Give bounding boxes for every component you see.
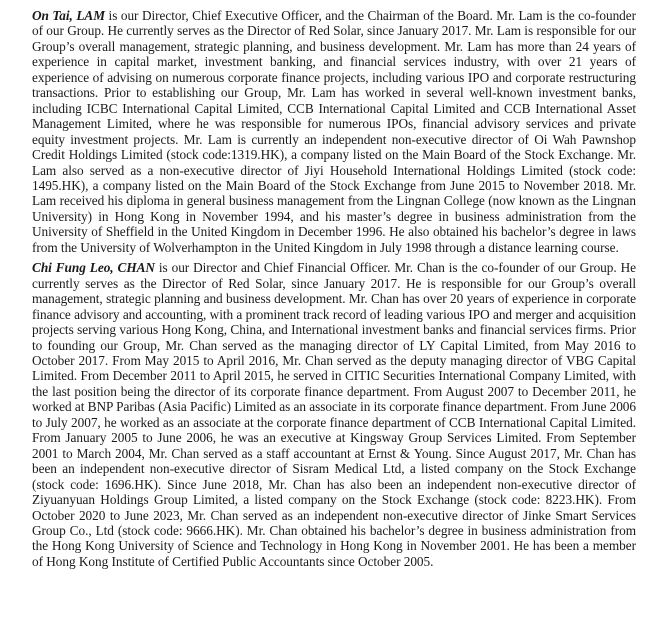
bio-paragraph-lam [32, 8, 636, 255]
bio-text-chan: is our Director and Chief Financial Officer. Mr. Chan is the co-founder of our Group. He currently serves as the Director of Red Solar, since January 2017. He is responsible for our Group’s overall management, strategic planning and business development. Mr. Chan has over 20 years of experience in corporate finance advisory and accounting, with a prominent track record of leading various IPO and merger and acquisition projects serving various Hong Kong, China, and International investment banks and financial services firms. Prior to founding our Group, Mr. Chan served as the managing director of LY Capital Limited, from May 2016 to October 2017. From May 2015 to April 2016, Mr. Chan served as the deputy managing director of VBG Capital Limited. From December 2011 to April 2015, he served in CITIC Securities International Company Limited, with the last position being the director of its corporate finance department. From August 2007 to December 2011, he worked at BNP Paribas (Asia Pacific) Limited as an associate in its corporate finance department. From June 2006 to July 2007, he worked as an associate at the corporate finance department of CCB International Capital Limited. From January 2005 to June 2006, he was an executive at Kingsway Group Services Limited. From September 2001 to March 2004, Mr. Chan served as a staff accountant at Ernst & Young. Since August 2017, Mr. Chan has been an independent non-executive director of Sisram Medical Ltd, a listed company on the Stock Exchange (stock code: 1696.HK). Since June 2018, Mr. Chan has also been an independent non-executive director of Ziyuanyuan Holdings Group Limited, a listed company on the Stock Exchange (stock code: 8223.HK). From October 2020 to June 2023, Mr. Chan served as an independent non-executive director of Jinke Smart Services Group Co., Ltd (stock code: 9666.HK). Mr. Chan obtained his bachelor’s degree in business administration from the Hong Kong University of Science and Technology in Hong Kong in November 2001. He has been a member of Hong Kong Institute of Certified Public Accountants since October 2005. [32, 260, 636, 569]
bio-name-chan: Chi Fung Leo, CHAN [32, 260, 155, 276]
bio-text-lam: is our Director, Chief Executive Officer, and the Chairman of the Board. Mr. Lam is the co-founder of our Group. He currently serves as the Director of Red Solar, since January 2017. Mr. Lam is responsible for our Group’s overall management, strategic planning, and business development. Mr. Lam has more than 24 years of experience in capital market, investment banking, and financial services industry, with over 21 years of experience of advising on numerous corporate finance projects, including various IPO and corporate restructuring transactions. Prior to establishing our Group, Mr. Lam has worked in several well-known investment banks, including ICBC International Capital Limited, CCB International Capital Limited and CCB International Asset Management Limited, where he was responsible for numerous IPOs, financial advisory services and private equity investment projects. Mr. Lam is currently an independent non-executive director of Oi Wah Pawnshop Credit Holdings Limited (stock code:1319.HK), a company listed on the Main Board of the Stock Exchange. Mr. Lam also served as a non-executive director of Jiyi Household International Holdings Limited (stock code: 1495.HK), a company listed on the Main Board of the Stock Exchange from June 2015 to November 2018. Mr. Lam received his diploma in general business management from the Lingnan College (now known as the Lingnan University) in Hong Kong in November 1994, and his master’s degree in business administration from the University of Sheffield in the United Kingdom in December 1996. He also obtained his bachelor’s degree in laws from the University of Wolverhampton in the United Kingdom in July 1998 through a distance learning course. [32, 8, 637, 255]
bio-paragraph-chan [32, 260, 636, 569]
bio-name-lam: On Tai, LAM [32, 8, 106, 23]
